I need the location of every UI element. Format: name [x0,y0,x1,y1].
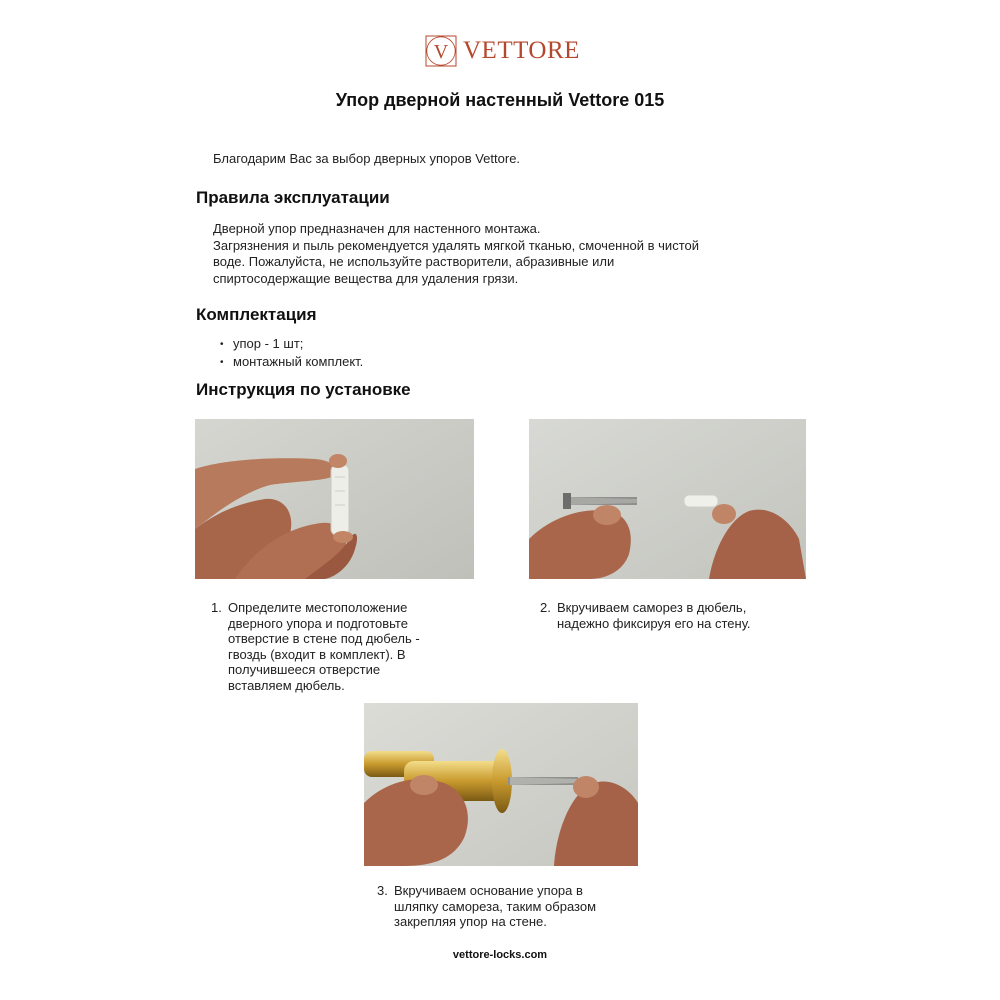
hands-stopper-and-screw-icon [364,703,638,866]
rules-line: Загрязнения и пыль рекомендуется удалять мягкой тканью, смоченной в чистой [213,237,699,253]
rules-line: Дверной упор предназначен для настенного монтажа. [213,221,541,236]
list-item: • упор - 1 шт; [220,335,363,353]
step-number: 2. [540,600,551,615]
brand-logo [425,34,580,68]
rules-heading: Правила эксплуатации [196,188,390,207]
step-2-line: надежно фиксируя его на стену. [557,615,751,631]
step-1-line: дверного упора и подготовьте [228,615,408,631]
intro-text: Благодарим Вас за выбор дверных упоров Vettore. [213,151,521,166]
step-number: 1. [211,600,222,615]
step-number: 3. [377,883,388,898]
footer-website: vettore-locks.com [452,949,548,961]
step-3-photo [364,703,638,866]
hand-holding-dowel-icon [195,419,474,579]
kit-list [220,335,363,371]
step-1-line: отверстие в стене под дюбель - [228,631,420,646]
step-3-line: Вкручиваем основание упора в [394,883,583,898]
rules-line: воде. Пожалуйста, не используйте растворители, абразивные или [213,254,615,269]
step-1-caption [211,600,420,693]
step-1-line: Определите местоположение [228,600,408,615]
page-title: Упор дверной настенный Vettore 015 [335,90,665,110]
step-3-caption [377,883,597,930]
step-1-photo [195,419,474,579]
hands-screw-and-dowel-icon [529,419,806,579]
step-1-line: вставляем дюбель. [228,677,345,693]
step-2-caption [540,600,751,631]
install-heading: Инструкция по установке [196,380,411,399]
step-1-line: получившееся отверстие [228,662,381,677]
step-3-line: закрепляя упор на стене. [394,914,547,929]
step-1-line: гвоздь (входит в комплект). В [228,646,406,662]
step-2-line: Вкручиваем саморез в дюбель, [557,600,747,615]
step-2-photo [529,419,806,579]
rules-text [213,221,699,287]
step-3-line: шляпку самореза, таким образом [394,898,597,914]
rules-line: спиртосодержащие вещества для удаления грязи. [213,270,519,286]
brand-mark-letter: V [433,41,449,63]
brand-name: VETTORE [463,37,580,64]
kit-heading: Комплектация [196,305,317,324]
list-item: • монтажный комплект. [220,353,363,371]
brand-logo-mark-icon [425,35,457,67]
